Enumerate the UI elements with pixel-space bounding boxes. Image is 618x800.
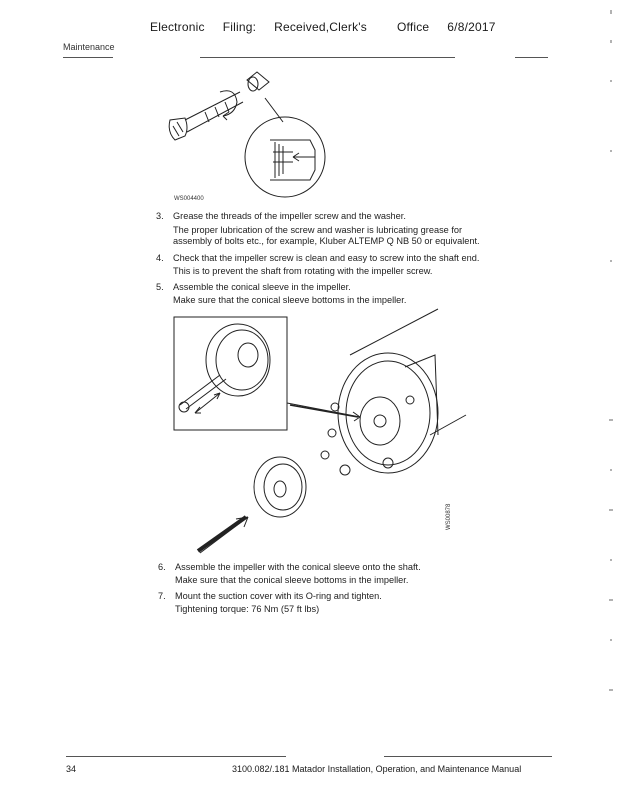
step-3 bbox=[156, 210, 556, 250]
step-number: 3. bbox=[156, 211, 164, 221]
step-line: assembly of bolts etc., for example, Kluber ALTEMP Q NB 50 or equivalent. bbox=[173, 236, 480, 246]
step-4 bbox=[156, 252, 556, 280]
header-rule-left bbox=[63, 57, 113, 58]
header-rule-right bbox=[515, 57, 548, 58]
scan-margin-marks bbox=[604, 0, 618, 800]
step-number: 4. bbox=[156, 253, 164, 263]
step-7 bbox=[158, 590, 558, 618]
step-number: 7. bbox=[158, 591, 166, 601]
header-office: Office bbox=[396, 20, 430, 34]
step-line: Tightening torque: 76 Nm (57 ft lbs) bbox=[175, 604, 320, 614]
figure-label-ws00878: WS00878 bbox=[446, 503, 452, 530]
figure-impeller-screw bbox=[165, 62, 335, 202]
header-filing: Filing: bbox=[222, 20, 257, 34]
header-date: 6/8/2017 bbox=[447, 20, 496, 34]
step-number: 6. bbox=[158, 562, 166, 572]
step-line: Mount the suction cover with its O-ring and tighten. bbox=[175, 591, 382, 601]
step-line: Assemble the conical sleeve in the impeller. bbox=[173, 282, 351, 292]
section-title: Maintenance bbox=[63, 42, 115, 52]
step-line: Make sure that the conical sleeve bottoms in the impeller. bbox=[175, 575, 409, 585]
filing-stamp-header bbox=[150, 20, 496, 34]
page-number: 34 bbox=[66, 764, 77, 774]
footer-rule-left bbox=[66, 756, 286, 757]
header-received: Received,Clerk's bbox=[274, 20, 367, 34]
figure-label-ws004400: WS004400 bbox=[174, 196, 204, 202]
header-rule-center bbox=[200, 57, 455, 58]
figure-impeller-assembly bbox=[170, 305, 470, 560]
step-line: Make sure that the conical sleeve bottoms in the impeller. bbox=[173, 295, 407, 305]
manual-title: 3100.082/.181 Matador Installation, Operation, and Maintenance Manual bbox=[232, 764, 522, 774]
step-line: Grease the threads of the impeller screw and the washer. bbox=[173, 211, 406, 221]
step-number: 5. bbox=[156, 282, 164, 292]
step-line: Assemble the impeller with the conical sleeve onto the shaft. bbox=[175, 562, 421, 572]
step-6 bbox=[158, 561, 558, 589]
step-line: This is to prevent the shaft from rotating with the impeller screw. bbox=[173, 266, 433, 276]
header-electronic: Electronic bbox=[150, 20, 205, 34]
step-line: Check that the impeller screw is clean and easy to screw into the shaft end. bbox=[173, 253, 480, 263]
footer-rule-right bbox=[384, 756, 552, 757]
step-line: The proper lubrication of the screw and washer is lubricating grease for bbox=[173, 225, 463, 235]
